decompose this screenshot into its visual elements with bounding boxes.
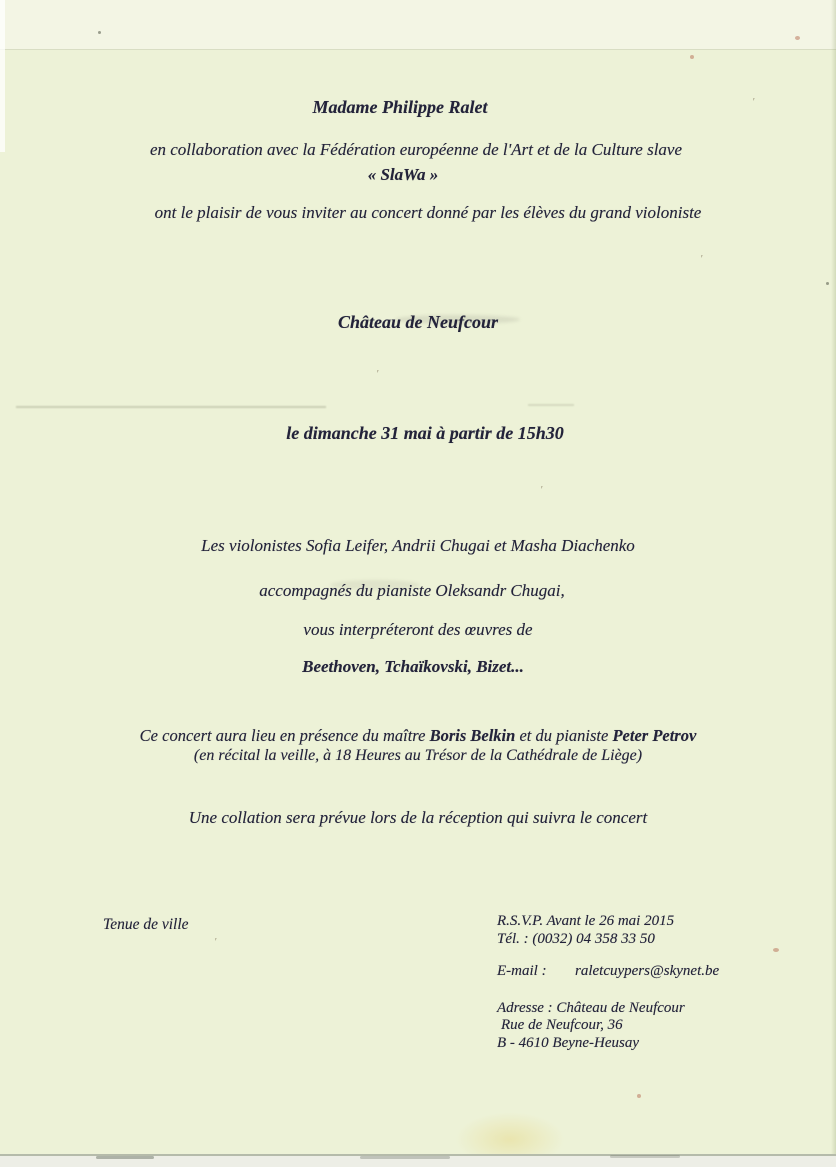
guests-text-2: et du pianiste [515,726,613,745]
invitation-line: ont le plaisir de vous inviter au concert donné par les élèves du grand violoniste [154,203,702,222]
rsvp-email-row [497,963,719,981]
scan-right-edge [831,0,836,1167]
paper-edge-shadow [610,1155,680,1158]
reception-note: Une collation sera prévue lors de la réception qui suivra le concert [188,808,648,827]
scan-top-strip [0,0,836,50]
email-value: raletcuypers@skynet.be [575,963,720,979]
scan-speck [637,1094,641,1098]
address-line-3: B - 4610 Beyne-Heusay [497,1034,640,1051]
paper-edge-shadow [96,1156,154,1159]
pianist-line: accompagnés du pianiste Oleksandr Chugai, [259,581,565,600]
fold-crease [16,406,326,408]
scan-speck [795,36,800,40]
works-intro: vous interpréteront des œuvres de [303,620,533,639]
composers-line: Beethoven, Tchaïkovski, Bizet... [302,657,524,676]
scan-speck: ' [540,484,543,496]
scan-speck: ' [214,936,217,948]
guests-text-1: Ce concert aura lieu en présence du maître [139,726,430,745]
guest-name-petrov: Peter Petrov [612,726,697,745]
event-datetime: le dimanche 31 mai à partir de 15h30 [286,423,564,443]
paper-edge-shadow [360,1156,450,1159]
rsvp-block [497,913,719,1052]
address-line-1: Adresse : Château de Neufcour [497,999,685,1016]
scan-speck [690,55,694,59]
email-label: E-mail : [497,963,547,979]
collaboration-line: en collaboration avec la Fédération européenne de l'Art et de la Culture slave [149,140,683,159]
guest-name-belkin: Boris Belkin [429,726,516,745]
venue-name: Château de Neufcour [337,312,498,332]
fold-crease [528,404,574,406]
rsvp-deadline: R.S.V.P. Avant le 26 mai 2015 [497,913,675,929]
scan-speck [826,282,829,285]
scan-speck: ' [376,368,379,380]
scan-speck [98,31,101,34]
address-line-2: Rue de Neufcour, 36 [501,1017,623,1033]
organization-name: « SlaWa » [367,165,439,184]
scan-speck [773,948,779,952]
guests-line [0,726,836,746]
scan-speck: ' [752,96,755,108]
scan-speck: ' [700,253,703,265]
dress-code: Tenue de ville [103,916,189,933]
host-name: Madame Philippe Ralet [312,97,488,117]
performers-line: Les violonistes Sofia Leifer, Andrii Chugai et Masha Diachenko [201,536,635,555]
scan-left-edge [0,0,5,152]
recital-note: (en récital la veille, à 18 Heures au Trésor de la Cathédrale de Liège) [193,747,643,764]
rsvp-phone: Tél. : (0032) 04 358 33 50 [497,930,655,947]
